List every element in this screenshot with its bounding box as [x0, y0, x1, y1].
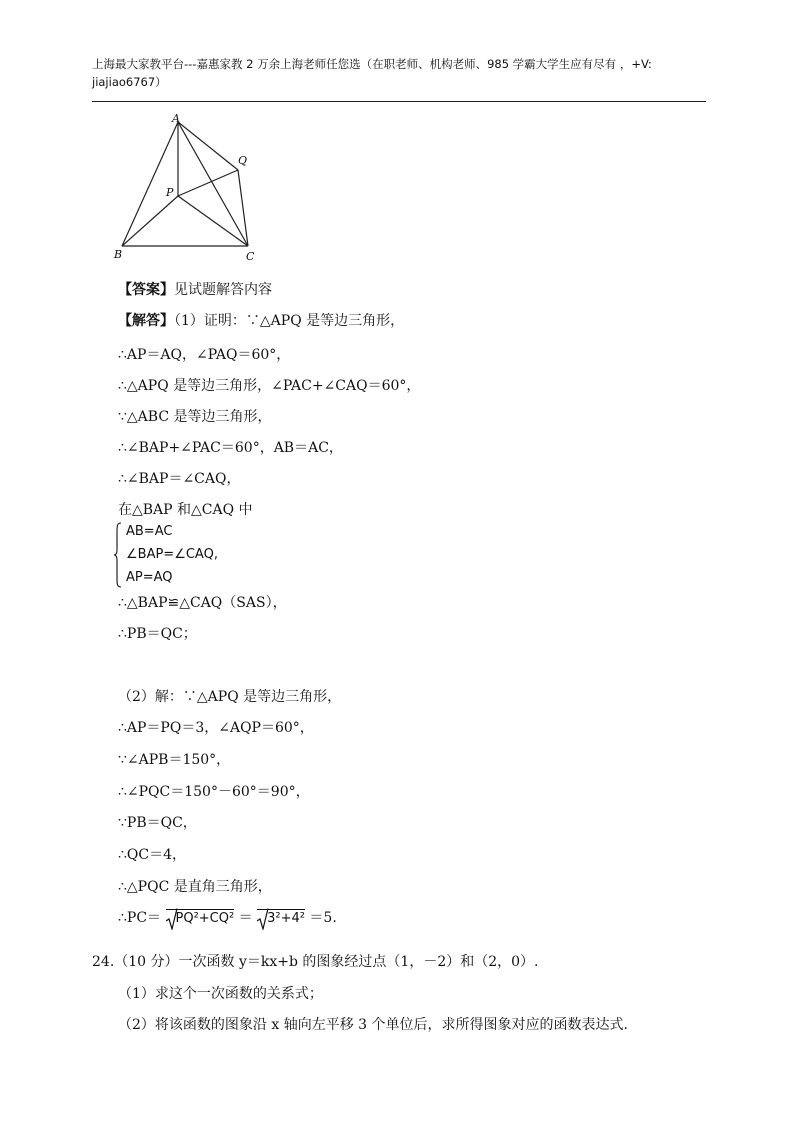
segment-ab — [122, 122, 178, 246]
segment-aq — [178, 122, 238, 170]
segment-pc — [178, 196, 248, 246]
brace-icon — [114, 522, 122, 588]
system-eq-1: AB=AC — [126, 524, 173, 539]
sqrt-expression-2 — [257, 908, 305, 928]
header-line-1: 上海最大家教平台---嘉惠家教 2 万余上海老师任您选（在职老师、机构老师、985 学霸大学生应有尽有 ，+V: — [92, 57, 652, 71]
solution-label: 【解答】 — [118, 313, 174, 329]
sqrt-expression-1 — [166, 908, 235, 928]
part2-line: ∴AP＝PQ＝3，∠AQP＝60°， — [118, 720, 314, 736]
radical-icon — [257, 908, 269, 930]
part1-line: ∴∠BAP＝∠CAQ， — [118, 471, 241, 487]
segment-pq — [178, 170, 238, 196]
part1-line: ∵△ABC 是等边三角形， — [118, 409, 272, 425]
system-eq-2: ∠BAP=∠CAQ, — [126, 547, 218, 562]
label-p: P — [166, 186, 174, 199]
final-mid: ＝ — [238, 910, 253, 926]
part1-end-line: ∴PB＝QC； — [118, 626, 197, 642]
part1-line: （1）证明：∵△APQ 是等边三角形， — [174, 313, 405, 329]
part2-line: ∵∠APB＝150°， — [118, 752, 231, 768]
part2-line: ∵PB＝QC， — [118, 815, 197, 831]
answer-label: 【答案】 — [118, 282, 174, 298]
question-24-stem: 24.（10 分）一次函数 y＝kx+b 的图象经过点（1，－2）和（2，0）. — [92, 954, 539, 970]
part2-line: ∴QC＝4， — [118, 847, 187, 863]
header-line-2: jiajiao6767） — [92, 75, 167, 89]
answer-text: 见试题解答内容 — [174, 282, 272, 298]
part2-line: （2）解：∵△APQ 是等边三角形， — [118, 689, 342, 705]
part1-line: ∴AP＝AQ，∠PAQ＝60°， — [118, 347, 291, 363]
part1-end-line: ∴△BAP≌△CAQ（SAS）， — [118, 595, 287, 611]
part1-line: ∴△APQ 是等边三角形，∠PAC+∠CAQ＝60°， — [118, 378, 421, 394]
answer-line — [118, 280, 272, 300]
equation-system — [114, 522, 254, 590]
final-prefix: ∴PC＝ — [118, 910, 162, 926]
label-q: Q — [238, 154, 248, 167]
label-a: A — [172, 112, 180, 125]
geometry-figure — [108, 112, 268, 267]
sqrt-content-2: 3²+4² — [257, 909, 305, 928]
page-header — [92, 55, 712, 91]
final-equation — [118, 908, 337, 928]
sqrt-content-1: PQ²+CQ² — [166, 909, 235, 928]
part1-line: 在△BAP 和△CAQ 中 — [118, 502, 253, 518]
segment-pb — [122, 196, 178, 246]
radical-icon — [166, 908, 178, 930]
segment-ac — [178, 122, 248, 246]
segment-qc — [238, 170, 248, 246]
label-b: B — [114, 248, 123, 261]
part2-line: ∴∠PQC＝150°－60°＝90°， — [118, 784, 310, 800]
header-divider — [92, 101, 706, 102]
question-24-part-1: （1）求这个一次函数的关系式； — [118, 986, 323, 1002]
question-24-part-2: （2）将该函数的图象沿 x 轴向左平移 3 个单位后，求所得图象对应的函数表达式. — [118, 1017, 628, 1033]
final-suffix: ＝5. — [309, 910, 337, 926]
part1-line: ∴∠BAP+∠PAC＝60°，AB＝AC， — [118, 440, 343, 456]
label-c: C — [246, 250, 255, 263]
system-eq-3: AP=AQ — [126, 570, 173, 585]
solution-line-0 — [118, 311, 404, 331]
part2-line: ∴△PQC 是直角三角形， — [118, 879, 272, 895]
